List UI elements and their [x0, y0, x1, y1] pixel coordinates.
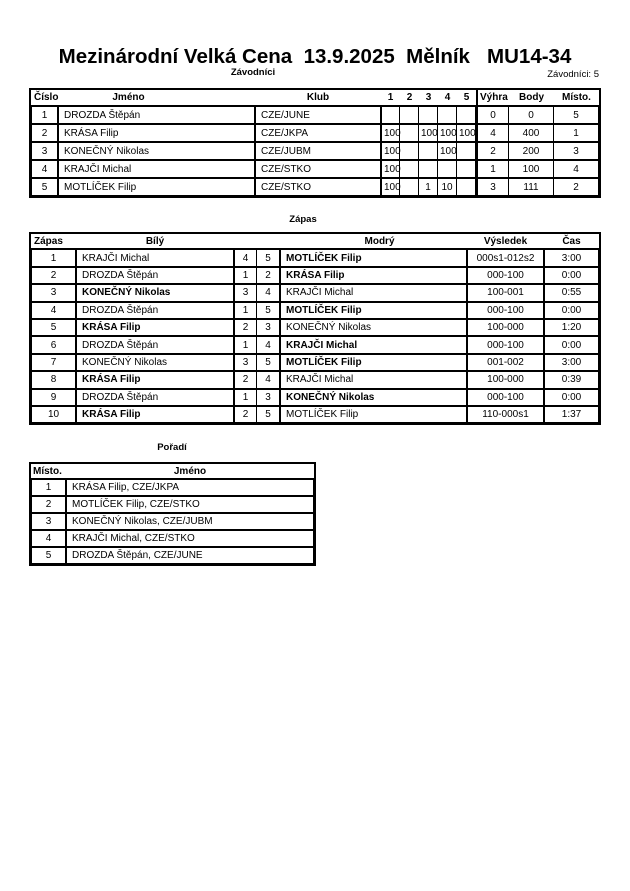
cell-blue-number: 5 — [257, 406, 280, 423]
competitors-section-label: Závodníci — [230, 67, 276, 78]
cell-points: 0 — [509, 106, 554, 124]
cell-points: 200 — [509, 142, 554, 160]
cell-club: CZE/JUBM — [255, 142, 381, 160]
cell-round-5 — [457, 160, 476, 178]
match-row — [31, 249, 599, 266]
cell-name: KONEČNÝ Nikolas — [58, 142, 255, 160]
cell-club: CZE/STKO — [255, 178, 381, 196]
cell-round-3 — [419, 106, 438, 124]
match-row — [31, 284, 599, 301]
cell-white-number: 2 — [234, 319, 257, 336]
competitor-row — [31, 142, 599, 160]
cell-round-1: 100 — [381, 124, 400, 142]
cell-round-3: 1 — [419, 178, 438, 196]
cell-blue-number: 3 — [257, 319, 280, 336]
header-blue-number — [257, 234, 280, 249]
cell-time: 1:20 — [544, 319, 599, 336]
ranking-row — [31, 547, 314, 564]
cell-round-2 — [400, 142, 419, 160]
cell-wins: 3 — [476, 178, 509, 196]
cell-white-number: 2 — [234, 371, 257, 388]
cell-result: 000-100 — [467, 336, 544, 353]
cell-match-number: 1 — [31, 249, 76, 266]
cell-blue-name: KONEČNÝ Nikolas — [280, 319, 467, 336]
cell-match-number: 10 — [31, 406, 76, 423]
cell-name: DROZDA Štěpán — [58, 106, 255, 124]
cell-match-number: 9 — [31, 389, 76, 406]
cell-place: 3 — [554, 142, 599, 160]
cell-blue-name: MOTLÍČEK Filip — [280, 302, 467, 319]
cell-match-number: 3 — [31, 284, 76, 301]
header-points: Body — [509, 90, 554, 106]
matches-header-row — [31, 234, 599, 249]
match-row — [31, 389, 599, 406]
ranking-row — [31, 496, 314, 513]
cell-white-name: DROZDA Štěpán — [76, 267, 234, 284]
cell-round-1: 100 — [381, 160, 400, 178]
cell-result: 100-000 — [467, 319, 544, 336]
competitor-row — [31, 124, 599, 142]
cell-round-5: 100 — [457, 124, 476, 142]
header-match: Zápas — [31, 234, 76, 249]
cell-time: 0:55 — [544, 284, 599, 301]
cell-white-number: 1 — [234, 336, 257, 353]
cell-round-4: 100 — [438, 124, 457, 142]
cell-round-4 — [438, 160, 457, 178]
cell-place: 1 — [554, 124, 599, 142]
cell-number: 3 — [31, 142, 58, 160]
cell-match-number: 4 — [31, 302, 76, 319]
cell-match-number: 6 — [31, 336, 76, 353]
competitors-header-row — [31, 90, 599, 106]
cell-blue-number: 5 — [257, 249, 280, 266]
cell-club: CZE/JUNE — [255, 106, 381, 124]
cell-result: 001-002 — [467, 354, 544, 371]
competitor-row — [31, 106, 599, 124]
cell-time: 0:00 — [544, 389, 599, 406]
cell-result: 000-100 — [467, 302, 544, 319]
competitors-count-label: Závodníci: 5 — [547, 69, 599, 80]
cell-time: 0:00 — [544, 267, 599, 284]
header-result: Výsledek — [467, 234, 544, 249]
cell-round-5 — [457, 106, 476, 124]
ranking-row — [31, 513, 314, 530]
cell-points: 100 — [509, 160, 554, 178]
cell-rank-name: KONEČNÝ Nikolas, CZE/JUBM — [66, 513, 314, 530]
cell-match-number: 5 — [31, 319, 76, 336]
cell-blue-name: KRAJČI Michal — [280, 336, 467, 353]
cell-blue-number: 4 — [257, 284, 280, 301]
cell-blue-number: 4 — [257, 371, 280, 388]
cell-wins: 0 — [476, 106, 509, 124]
cell-round-3: 100 — [419, 124, 438, 142]
cell-result: 000-100 — [467, 389, 544, 406]
cell-round-5 — [457, 178, 476, 196]
cell-number: 1 — [31, 106, 58, 124]
cell-rank-place: 4 — [31, 530, 66, 547]
header-round-3: 3 — [419, 90, 438, 106]
header-round-5: 5 — [457, 90, 476, 106]
cell-rank-name: KRAJČI Michal, CZE/STKO — [66, 530, 314, 547]
cell-white-name: DROZDA Štěpán — [76, 336, 234, 353]
cell-name: KRAJČI Michal — [58, 160, 255, 178]
cell-name: KRÁSA Filip — [58, 124, 255, 142]
cell-time: 3:00 — [544, 354, 599, 371]
cell-white-name: KRÁSA Filip — [76, 406, 234, 423]
cell-result: 100-001 — [467, 284, 544, 301]
cell-blue-number: 5 — [257, 354, 280, 371]
cell-time: 0:39 — [544, 371, 599, 388]
ranking-row — [31, 530, 314, 547]
cell-round-2 — [400, 124, 419, 142]
cell-blue-number: 4 — [257, 336, 280, 353]
cell-rank-place: 3 — [31, 513, 66, 530]
match-row — [31, 406, 599, 423]
cell-round-1: 100 — [381, 142, 400, 160]
cell-club: CZE/STKO — [255, 160, 381, 178]
cell-time: 1:37 — [544, 406, 599, 423]
ranking-header-row — [31, 464, 314, 479]
match-row — [31, 354, 599, 371]
cell-white-name: DROZDA Štěpán — [76, 389, 234, 406]
cell-match-number: 7 — [31, 354, 76, 371]
cell-round-1: 100 — [381, 178, 400, 196]
cell-round-1 — [381, 106, 400, 124]
header-white: Bílý — [76, 234, 234, 249]
header-round-1: 1 — [381, 90, 400, 106]
cell-white-number: 1 — [234, 267, 257, 284]
cell-white-number: 1 — [234, 389, 257, 406]
header-name: Jméno — [58, 90, 255, 106]
cell-match-number: 2 — [31, 267, 76, 284]
cell-white-number: 4 — [234, 249, 257, 266]
cell-round-3 — [419, 160, 438, 178]
cell-rank-name: MOTLÍČEK Filip, CZE/STKO — [66, 496, 314, 513]
header-round-2: 2 — [400, 90, 419, 106]
cell-number: 5 — [31, 178, 58, 196]
cell-white-name: DROZDA Štěpán — [76, 302, 234, 319]
match-row — [31, 371, 599, 388]
cell-white-number: 3 — [234, 284, 257, 301]
matches-table — [29, 232, 601, 425]
cell-result: 000s1-012s2 — [467, 249, 544, 266]
cell-club: CZE/JKPA — [255, 124, 381, 142]
header-rank-place: Místo. — [31, 464, 66, 479]
header-blue: Modrý — [280, 234, 467, 249]
cell-wins: 2 — [476, 142, 509, 160]
matches-section-label: Zápas — [289, 214, 317, 225]
cell-white-number: 2 — [234, 406, 257, 423]
cell-place: 2 — [554, 178, 599, 196]
cell-blue-name: MOTLÍČEK Filip — [280, 406, 467, 423]
cell-result: 100-000 — [467, 371, 544, 388]
header-place: Místo. — [554, 90, 599, 106]
cell-blue-name: KRAJČI Michal — [280, 371, 467, 388]
cell-blue-name: MOTLÍČEK Filip — [280, 249, 467, 266]
cell-blue-name: KRAJČI Michal — [280, 284, 467, 301]
cell-rank-place: 2 — [31, 496, 66, 513]
header-club: Klub — [255, 90, 381, 106]
cell-rank-name: DROZDA Štěpán, CZE/JUNE — [66, 547, 314, 564]
match-row — [31, 302, 599, 319]
cell-white-number: 3 — [234, 354, 257, 371]
cell-time: 3:00 — [544, 249, 599, 266]
competitors-table — [29, 88, 601, 198]
cell-round-4 — [438, 106, 457, 124]
ranking-section-label: Pořadí — [157, 442, 187, 453]
cell-round-2 — [400, 178, 419, 196]
match-row — [31, 319, 599, 336]
cell-blue-name: KONEČNÝ Nikolas — [280, 389, 467, 406]
ranking-row — [31, 479, 314, 496]
match-row — [31, 267, 599, 284]
competitor-row — [31, 178, 599, 196]
cell-white-name: KRAJČI Michal — [76, 249, 234, 266]
competitor-row — [31, 160, 599, 178]
cell-wins: 4 — [476, 124, 509, 142]
cell-points: 400 — [509, 124, 554, 142]
cell-rank-place: 5 — [31, 547, 66, 564]
cell-points: 111 — [509, 178, 554, 196]
cell-name: MOTLÍČEK Filip — [58, 178, 255, 196]
cell-blue-number: 2 — [257, 267, 280, 284]
cell-white-number: 1 — [234, 302, 257, 319]
cell-rank-place: 1 — [31, 479, 66, 496]
cell-time: 0:00 — [544, 336, 599, 353]
cell-match-number: 8 — [31, 371, 76, 388]
cell-round-2 — [400, 160, 419, 178]
cell-wins: 1 — [476, 160, 509, 178]
cell-round-5 — [457, 142, 476, 160]
header-wins: Výhra — [476, 90, 509, 106]
cell-white-name: KRÁSA Filip — [76, 319, 234, 336]
header-number: Číslo — [31, 90, 58, 106]
page-title: Mezinárodní Velká Cena 13.9.2025 Mělník MU14-34 — [58, 45, 572, 68]
cell-blue-number: 5 — [257, 302, 280, 319]
header-round-4: 4 — [438, 90, 457, 106]
header-time: Čas — [544, 234, 599, 249]
match-row — [31, 336, 599, 353]
cell-number: 4 — [31, 160, 58, 178]
cell-result: 110-000s1 — [467, 406, 544, 423]
cell-result: 000-100 — [467, 267, 544, 284]
cell-place: 5 — [554, 106, 599, 124]
cell-white-name: KRÁSA Filip — [76, 371, 234, 388]
cell-round-2 — [400, 106, 419, 124]
cell-time: 0:00 — [544, 302, 599, 319]
cell-number: 2 — [31, 124, 58, 142]
cell-place: 4 — [554, 160, 599, 178]
ranking-table — [29, 462, 316, 566]
cell-round-4: 10 — [438, 178, 457, 196]
cell-round-3 — [419, 142, 438, 160]
cell-blue-name: MOTLÍČEK Filip — [280, 354, 467, 371]
cell-white-name: KONEČNÝ Nikolas — [76, 354, 234, 371]
cell-rank-name: KRÁSA Filip, CZE/JKPA — [66, 479, 314, 496]
header-rank-name: Jméno — [66, 464, 314, 479]
cell-white-name: KONEČNÝ Nikolas — [76, 284, 234, 301]
cell-blue-number: 3 — [257, 389, 280, 406]
cell-round-4: 100 — [438, 142, 457, 160]
header-white-number — [234, 234, 257, 249]
cell-blue-name: KRÁSA Filip — [280, 267, 467, 284]
